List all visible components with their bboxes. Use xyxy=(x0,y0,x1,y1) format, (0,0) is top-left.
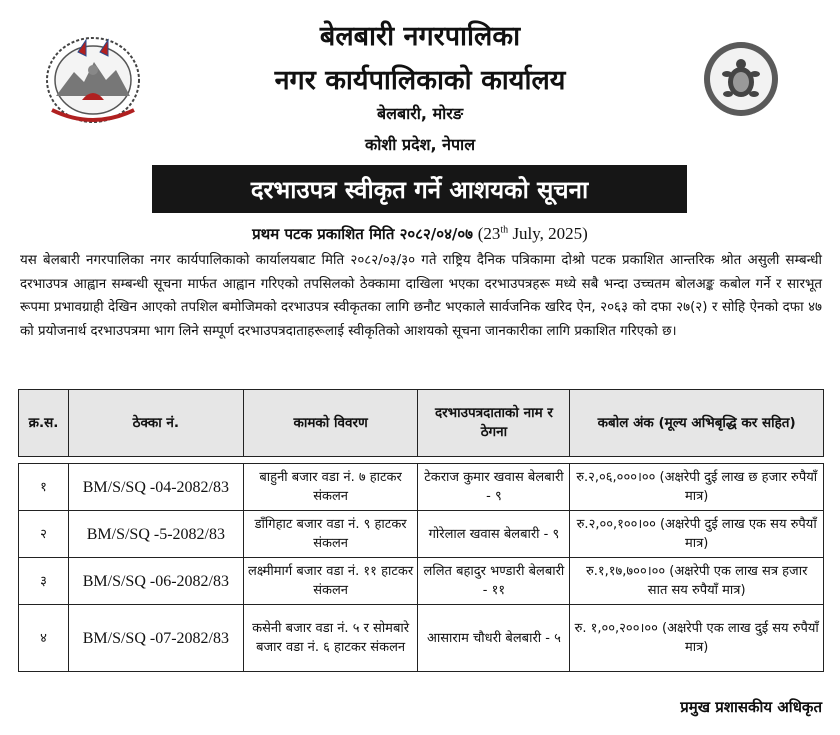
office-location: बेलबारी, मोरङ xyxy=(376,104,464,123)
col-header-description: कामको विवरण xyxy=(243,390,418,457)
cell-bidder: ललित बहादुर भण्डारी बेलबारी - ११ xyxy=(418,558,570,605)
cell-amount: रु.१,१७,७००।०० (अक्षरेपी एक लाख सत्र हजार सात सय रुपैयाँ मात्र) xyxy=(570,558,824,605)
col-header-bidder: दरभाउपत्रदाताको नाम र ठेगना xyxy=(418,390,570,457)
cell-sn: ३ xyxy=(19,558,69,605)
table-row xyxy=(19,464,824,511)
office-name: नगर कार्यपालिकाको कार्यालय xyxy=(274,65,566,96)
cell-sn: २ xyxy=(19,511,69,558)
col-header-contract-no: ठेक्का नं. xyxy=(68,390,243,457)
english-date-suffix: July, 2025) xyxy=(508,224,588,243)
cell-bidder: आसाराम चौधरी बेलबारी - ५ xyxy=(418,605,570,672)
cell-contract-no: BM/S/SQ -07-2082/83 xyxy=(68,605,243,672)
col-header-sn: क्र.स. xyxy=(19,390,69,457)
publication-date-label: प्रथम पटक प्रकाशित मिति २०८२/०४/०७ xyxy=(252,225,473,243)
table-header-row xyxy=(19,390,824,457)
cell-contract-no: BM/S/SQ -04-2082/83 xyxy=(68,464,243,511)
signatory-title: प्रमुख प्रशासकीय अधिकृत xyxy=(680,698,822,716)
cell-description: बाहुनी बजार वडा नं. ७ हाटकर संकलन xyxy=(243,464,418,511)
english-date-sup: th xyxy=(500,224,509,236)
cell-description: डाँगिहाट बजार वडा नं. ९ हाटकर संकलन xyxy=(243,511,418,558)
municipality-name: बेलबारी नगरपालिका xyxy=(319,21,521,52)
cell-description: लक्ष्मीमार्ग बजार वडा नं. ११ हाटकर संकलन xyxy=(243,558,418,605)
cell-description: कसेनी बजार वडा नं. ५ र सोमबारे बजार वडा नं. ६ हाटकर संकलन xyxy=(243,605,418,672)
province-country: कोशी प्रदेश, नेपाल xyxy=(364,135,476,154)
publication-date xyxy=(0,224,840,244)
table-spacer xyxy=(19,457,824,464)
table-row xyxy=(19,605,824,672)
cell-amount: रु.२,०६,०००।०० (अक्षरेपी दुई लाख छ हजार रुपैयाँ मात्र) xyxy=(570,464,824,511)
cell-sn: ४ xyxy=(19,605,69,672)
notice-body: यस बेलबारी नगरपालिका नगर कार्यपालिकाको कार्यालयबाट मिति २०८२/०३/३० गते राष्ट्रिय दैनिक पत्रिकामा दोश्रो पटक प्रकाशित आन्तरिक श्रोत असुली सम्बन्धी दरभाउपत्र आह्वान सम्बन्धी सूचना मार्फत आह्वान गरिएको तपसिलको ठेक्कामा दाखिला भएका दरभाउपत्रहरू मध्ये सबै भन्दा उच्चतम बोलअङ्क कबोल गर्ने र सारभूत रूपमा प्रभावग्राही देखिन आएको तपशिल बमोजिमको दरभाउपत्र स्वीकृतका लागि छनौट भएकाले सार्वजनिक खरिद ऐन, २०६३ को दफा २७(२) र सोहि ऐनको दफा ४७ को प्रयोजनार्थ दरभाउपत्रमा भाग लिने सम्पूर्ण दरभाउपत्रदाताहरूलाई स्वीकृतिको आशयको सूचना जानकारीका लागि प्रकाशित गरिएको छ। xyxy=(20,253,822,339)
cell-amount: रु. १,००,२००।०० (अक्षरेपी एक लाख दुई सय रुपैयाँ मात्र) xyxy=(570,605,824,672)
col-header-amount: कबोल अंक (मूल्य अभिबृद्धि कर सहित) xyxy=(570,390,824,457)
cell-contract-no: BM/S/SQ -5-2082/83 xyxy=(68,511,243,558)
cell-sn: १ xyxy=(19,464,69,511)
table-row xyxy=(19,511,824,558)
bid-table xyxy=(18,389,824,672)
cell-contract-no: BM/S/SQ -06-2082/83 xyxy=(68,558,243,605)
english-date-prefix: (23 xyxy=(477,224,501,243)
table-row xyxy=(19,558,824,605)
cell-bidder: टेकराज कुमार खवास बेलबारी - ९ xyxy=(418,464,570,511)
publication-date-english xyxy=(478,224,588,243)
cell-amount: रु.२,००,१००।०० (अक्षरेपी दुई लाख एक सय रुपैयाँ मात्र) xyxy=(570,511,824,558)
cell-bidder: गोरेलाल खवास बेलबारी - ९ xyxy=(418,511,570,558)
notice-title: दरभाउपत्र स्वीकृत गर्ने आशयको सूचना xyxy=(152,165,687,213)
